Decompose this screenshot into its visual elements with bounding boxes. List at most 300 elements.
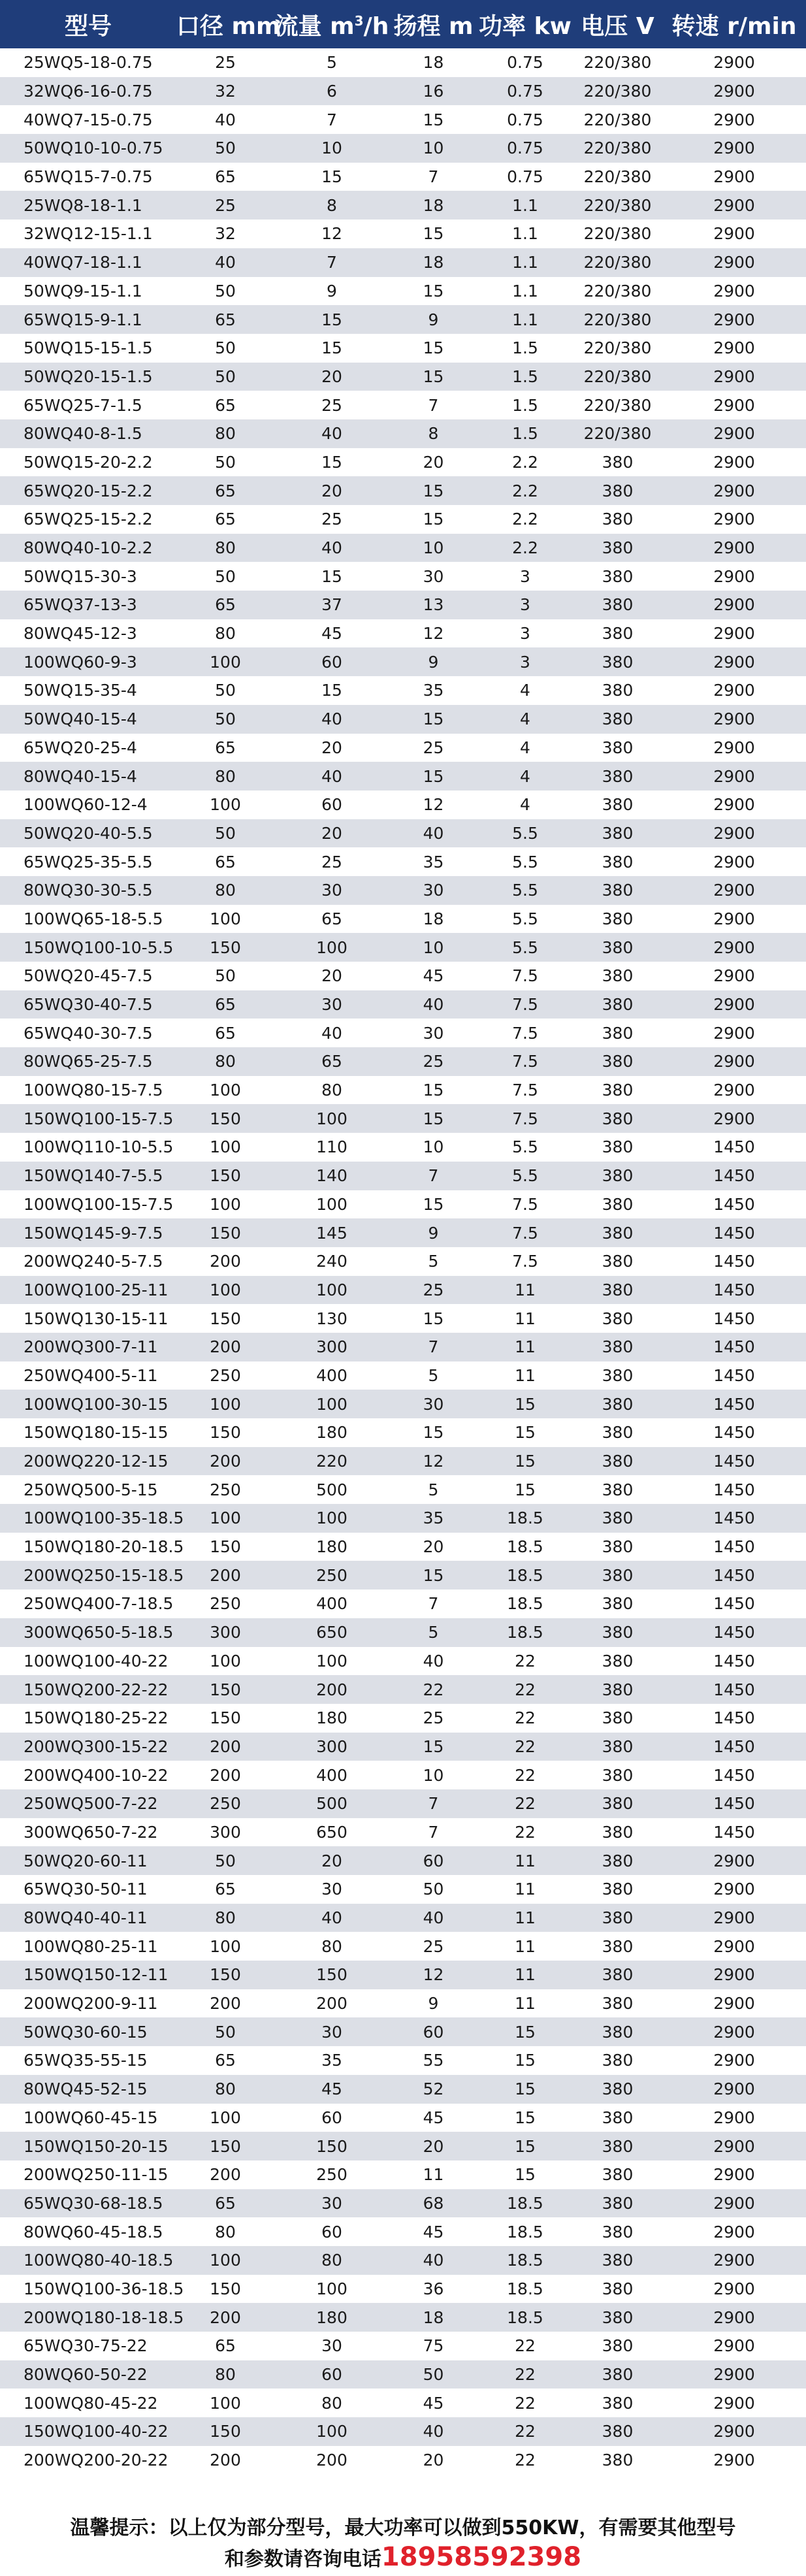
cell-model: 65WQ37-13-3	[24, 595, 137, 615]
table-row	[0, 1133, 806, 1162]
cell-head: 15	[423, 1081, 444, 1100]
cell-head: 5	[428, 1365, 439, 1385]
cell-caliber: 250	[210, 1365, 241, 1385]
cell-head: 30	[423, 881, 444, 900]
cell-model: 150WQ150-20-15	[24, 2136, 169, 2156]
cell-speed: 2900	[713, 1965, 755, 1985]
table-row	[0, 791, 806, 819]
table-row	[0, 647, 806, 676]
cell-caliber: 100	[210, 1137, 241, 1157]
cell-head: 45	[423, 2222, 444, 2242]
cell-flow: 180	[316, 1708, 347, 1728]
cell-voltage: 380	[602, 2193, 634, 2213]
cell-caliber: 65	[215, 395, 236, 415]
cell-flow: 300	[316, 1337, 347, 1357]
table-row	[0, 248, 806, 277]
cell-flow: 15	[321, 566, 342, 586]
table-row	[0, 277, 806, 306]
cell-voltage: 380	[602, 1252, 634, 1271]
cell-head: 15	[423, 481, 444, 500]
cell-caliber: 80	[215, 2079, 236, 2099]
cell-power: 5.5	[512, 1166, 538, 1186]
cell-voltage: 220/380	[583, 338, 652, 358]
header-caliber: 口径 mm	[176, 12, 281, 40]
cell-voltage: 380	[602, 1623, 634, 1642]
table-row	[0, 1561, 806, 1590]
cell-speed: 1450	[713, 1623, 755, 1642]
table-row	[0, 334, 806, 363]
cell-head: 7	[428, 1594, 439, 1614]
cell-head: 7	[428, 395, 439, 415]
cell-head: 20	[423, 452, 444, 472]
cell-head: 18	[423, 53, 444, 73]
table-row	[0, 591, 806, 619]
phone-number: 18958592398	[381, 2542, 582, 2572]
cell-model: 200WQ250-15-18.5	[24, 1565, 184, 1585]
cell-flow: 30	[321, 881, 342, 900]
cell-speed: 2900	[713, 1081, 755, 1100]
cell-flow: 80	[321, 2251, 342, 2270]
cell-power: 5.5	[512, 852, 538, 872]
table-row	[0, 2046, 806, 2075]
cell-model: 65WQ20-25-4	[24, 738, 137, 757]
cell-flow: 60	[321, 2108, 342, 2127]
table-row	[0, 905, 806, 934]
header-model: 型号	[64, 12, 112, 40]
table-row	[0, 1190, 806, 1219]
table-row	[0, 1361, 806, 1390]
table-row	[0, 505, 806, 534]
cell-caliber: 150	[210, 937, 241, 957]
table-row	[0, 363, 806, 391]
cell-flow: 25	[321, 510, 342, 529]
cell-flow: 300	[316, 1736, 347, 1756]
cell-voltage: 380	[602, 1309, 634, 1328]
cell-power: 1.5	[512, 395, 538, 415]
cell-model: 50WQ10-10-0.75	[24, 139, 163, 158]
cell-model: 50WQ30-60-15	[24, 2022, 148, 2042]
table-row	[0, 562, 806, 591]
cell-model: 150WQ180-15-15	[24, 1423, 169, 1443]
cell-flow: 80	[321, 1936, 342, 1956]
cell-voltage: 380	[602, 2422, 634, 2441]
cell-caliber: 100	[210, 2393, 241, 2413]
cell-flow: 80	[321, 2393, 342, 2413]
table-row	[0, 1647, 806, 1676]
cell-speed: 2900	[713, 1880, 755, 1899]
cell-caliber: 100	[210, 909, 241, 928]
cell-model: 25WQ8-18-1.1	[24, 195, 142, 215]
cell-speed: 2900	[713, 566, 755, 586]
cell-model: 300WQ650-7-22	[24, 1822, 158, 1842]
cell-power: 18.5	[507, 1565, 543, 1585]
cell-power: 1.5	[512, 338, 538, 358]
cell-voltage: 220/380	[583, 82, 652, 101]
cell-flow: 20	[321, 738, 342, 757]
cell-voltage: 380	[602, 852, 634, 872]
cell-caliber: 80	[215, 1052, 236, 1071]
cell-speed: 1450	[713, 1765, 755, 1785]
cell-power: 22	[515, 2422, 536, 2441]
cell-flow: 40	[321, 709, 342, 729]
footer-line2-prefix: 和参数请咨询电话	[224, 2548, 381, 2571]
cell-flow: 500	[316, 1794, 347, 1814]
cell-voltage: 380	[602, 624, 634, 644]
cell-caliber: 50	[215, 1851, 236, 1870]
cell-model: 150WQ100-10-5.5	[24, 937, 174, 957]
cell-flow: 220	[316, 1452, 347, 1471]
cell-speed: 1450	[713, 1337, 755, 1357]
cell-speed: 2900	[713, 195, 755, 215]
header-power: 功率 kw	[479, 12, 572, 40]
table-row	[0, 1789, 806, 1818]
cell-head: 75	[423, 2336, 444, 2356]
table-row	[0, 2332, 806, 2360]
cell-power: 0.75	[507, 167, 543, 187]
cell-caliber: 150	[210, 1680, 241, 1699]
cell-voltage: 220/380	[583, 310, 652, 329]
cell-flow: 8	[327, 195, 337, 215]
cell-head: 36	[423, 2279, 444, 2298]
cell-flow: 40	[321, 1023, 342, 1043]
cell-model: 80WQ40-15-4	[24, 766, 137, 786]
cell-model: 100WQ60-9-3	[24, 652, 137, 672]
cell-voltage: 380	[602, 566, 634, 586]
cell-model: 150WQ100-15-7.5	[24, 1109, 174, 1128]
cell-flow: 30	[321, 1880, 342, 1899]
cell-speed: 2900	[713, 966, 755, 986]
cell-voltage: 380	[602, 1052, 634, 1071]
cell-voltage: 380	[602, 1480, 634, 1499]
cell-power: 1.5	[512, 424, 538, 444]
cell-flow: 100	[316, 1394, 347, 1414]
cell-flow: 140	[316, 1166, 347, 1186]
cell-power: 22	[515, 1794, 536, 1814]
cell-speed: 2900	[713, 823, 755, 843]
cell-model: 150WQ200-22-22	[24, 1680, 169, 1699]
cell-model: 80WQ60-50-22	[24, 2365, 148, 2385]
cell-head: 40	[423, 1651, 444, 1671]
table-row	[0, 2246, 806, 2275]
cell-voltage: 380	[602, 1537, 634, 1557]
cell-power: 15	[515, 1394, 536, 1414]
cell-voltage: 380	[602, 538, 634, 558]
cell-speed: 2900	[713, 852, 755, 872]
cell-head: 15	[423, 766, 444, 786]
cell-power: 3	[520, 595, 530, 615]
cell-head: 40	[423, 995, 444, 1015]
cell-model: 100WQ80-40-18.5	[24, 2251, 174, 2270]
cell-power: 11	[515, 1908, 536, 1928]
cell-voltage: 220/380	[583, 224, 652, 244]
cell-voltage: 380	[602, 1880, 634, 1899]
cell-head: 15	[423, 1309, 444, 1328]
cell-voltage: 380	[602, 2165, 634, 2185]
table-row	[0, 2104, 806, 2132]
cell-flow: 145	[316, 1223, 347, 1243]
cell-power: 22	[515, 1680, 536, 1699]
cell-model: 150WQ150-12-11	[24, 1965, 169, 1985]
cell-speed: 2900	[713, 681, 755, 700]
cell-caliber: 150	[210, 1166, 241, 1186]
cell-caliber: 150	[210, 2136, 241, 2156]
cell-power: 1.1	[512, 281, 538, 301]
cell-caliber: 50	[215, 2022, 236, 2042]
cell-head: 10	[423, 1137, 444, 1157]
cell-model: 50WQ20-45-7.5	[24, 966, 153, 986]
cell-caliber: 50	[215, 966, 236, 986]
cell-caliber: 50	[215, 452, 236, 472]
cell-power: 7.5	[512, 1194, 538, 1214]
cell-caliber: 50	[215, 281, 236, 301]
cell-speed: 2900	[713, 2336, 755, 2356]
cell-caliber: 100	[210, 1280, 241, 1299]
cell-voltage: 380	[602, 2222, 634, 2242]
cell-head: 18	[423, 195, 444, 215]
cell-speed: 1450	[713, 1708, 755, 1728]
cell-voltage: 380	[602, 1822, 634, 1842]
cell-voltage: 380	[602, 1081, 634, 1100]
cell-head: 12	[423, 795, 444, 815]
cell-power: 15	[515, 1452, 536, 1471]
cell-caliber: 65	[215, 1880, 236, 1899]
cell-caliber: 40	[215, 253, 236, 272]
table-row	[0, 1989, 806, 2018]
table-row	[0, 2446, 806, 2475]
cell-flow: 20	[321, 966, 342, 986]
cell-speed: 2900	[713, 538, 755, 558]
table-row	[0, 191, 806, 220]
cell-head: 9	[428, 1994, 439, 2014]
cell-model: 250WQ500-7-22	[24, 1794, 158, 1814]
cell-head: 50	[423, 1880, 444, 1899]
cell-power: 15	[515, 2165, 536, 2185]
cell-speed: 1450	[713, 1508, 755, 1528]
cell-head: 15	[423, 1423, 444, 1443]
cell-voltage: 380	[602, 995, 634, 1015]
cell-voltage: 380	[602, 937, 634, 957]
cell-caliber: 200	[210, 1452, 241, 1471]
cell-flow: 60	[321, 2222, 342, 2242]
cell-head: 9	[428, 310, 439, 329]
cell-flow: 20	[321, 1851, 342, 1870]
cell-speed: 2900	[713, 1994, 755, 2014]
table-row	[0, 1019, 806, 1047]
cell-head: 25	[423, 1708, 444, 1728]
table-row	[0, 1818, 806, 1847]
cell-speed: 1450	[713, 1166, 755, 1186]
cell-flow: 25	[321, 395, 342, 415]
cell-head: 7	[428, 1822, 439, 1842]
cell-head: 52	[423, 2079, 444, 2099]
cell-power: 22	[515, 1765, 536, 1785]
cell-voltage: 380	[602, 1765, 634, 1785]
cell-head: 7	[428, 167, 439, 187]
cell-power: 2.2	[512, 452, 538, 472]
cell-power: 15	[515, 2022, 536, 2042]
cell-power: 5.5	[512, 937, 538, 957]
cell-voltage: 380	[602, 1908, 634, 1928]
cell-model: 200WQ200-20-22	[24, 2451, 169, 2470]
table-row	[0, 2303, 806, 2332]
cell-speed: 2900	[713, 909, 755, 928]
cell-head: 11	[423, 2165, 444, 2185]
cell-voltage: 380	[602, 1166, 634, 1186]
cell-speed: 1450	[713, 1736, 755, 1756]
cell-head: 40	[423, 2422, 444, 2441]
cell-model: 200WQ200-9-11	[24, 1994, 158, 2014]
cell-model: 50WQ15-20-2.2	[24, 452, 153, 472]
table-row	[0, 476, 806, 505]
cell-speed: 2900	[713, 1109, 755, 1128]
cell-voltage: 380	[602, 2079, 634, 2099]
cell-model: 50WQ20-15-1.5	[24, 367, 153, 386]
cell-power: 2.2	[512, 481, 538, 500]
cell-speed: 2900	[713, 1936, 755, 1956]
cell-voltage: 380	[602, 795, 634, 815]
table-row	[0, 1304, 806, 1333]
cell-caliber: 200	[210, 1736, 241, 1756]
cell-power: 5.5	[512, 909, 538, 928]
cell-speed: 2900	[713, 53, 755, 73]
cell-power: 18.5	[507, 1623, 543, 1642]
cell-flow: 45	[321, 2079, 342, 2099]
table-row	[0, 2160, 806, 2189]
cell-head: 15	[423, 1109, 444, 1128]
cell-voltage: 380	[602, 1337, 634, 1357]
cell-head: 25	[423, 1052, 444, 1071]
table-row	[0, 105, 806, 134]
cell-power: 18.5	[507, 2251, 543, 2270]
cell-speed: 1450	[713, 1594, 755, 1614]
cell-head: 18	[423, 253, 444, 272]
cell-power: 15	[515, 1480, 536, 1499]
table-row	[0, 1475, 806, 1504]
cell-speed: 2900	[713, 1023, 755, 1043]
table-row	[0, 1418, 806, 1447]
cell-power: 22	[515, 2393, 536, 2413]
cell-caliber: 200	[210, 2451, 241, 2470]
table-row	[0, 705, 806, 734]
cell-speed: 2900	[713, 738, 755, 757]
cell-voltage: 380	[602, 2393, 634, 2413]
cell-caliber: 150	[210, 1423, 241, 1443]
cell-flow: 400	[316, 1594, 347, 1614]
cell-power: 11	[515, 1994, 536, 2014]
cell-power: 0.75	[507, 139, 543, 158]
cell-voltage: 380	[602, 595, 634, 615]
cell-model: 100WQ100-40-22	[24, 1651, 169, 1671]
cell-model: 200WQ300-15-22	[24, 1736, 169, 1756]
cell-caliber: 32	[215, 224, 236, 244]
cell-flow: 400	[316, 1765, 347, 1785]
cell-flow: 15	[321, 681, 342, 700]
cell-speed: 2900	[713, 1908, 755, 1928]
cell-power: 4	[520, 681, 530, 700]
cell-voltage: 380	[602, 1423, 634, 1443]
cell-model: 65WQ30-40-7.5	[24, 995, 153, 1015]
cell-caliber: 200	[210, 2307, 241, 2327]
cell-head: 45	[423, 2108, 444, 2127]
cell-caliber: 65	[215, 738, 236, 757]
cell-model: 100WQ100-35-18.5	[24, 1508, 184, 1528]
table-row	[0, 163, 806, 191]
cell-model: 250WQ400-5-11	[24, 1365, 158, 1385]
cell-speed: 2900	[713, 2451, 755, 2470]
cell-caliber: 150	[210, 1965, 241, 1985]
cell-speed: 2900	[713, 766, 755, 786]
cell-caliber: 200	[210, 1765, 241, 1785]
cell-speed: 2900	[713, 652, 755, 672]
cell-caliber: 80	[215, 424, 236, 444]
cell-flow: 10	[321, 139, 342, 158]
cell-flow: 100	[316, 937, 347, 957]
cell-speed: 1450	[713, 1137, 755, 1157]
cell-power: 18.5	[507, 2193, 543, 2213]
cell-head: 12	[423, 1965, 444, 1985]
cell-flow: 9	[327, 281, 337, 301]
cell-head: 5	[428, 1252, 439, 1271]
cell-flow: 100	[316, 1508, 347, 1528]
cell-flow: 40	[321, 538, 342, 558]
cell-head: 15	[423, 338, 444, 358]
cell-caliber: 100	[210, 1508, 241, 1528]
cell-head: 20	[423, 1537, 444, 1557]
cell-power: 18.5	[507, 1594, 543, 1614]
cell-flow: 240	[316, 1252, 347, 1271]
cell-head: 25	[423, 1936, 444, 1956]
cell-flow: 80	[321, 1081, 342, 1100]
table-row	[0, 676, 806, 705]
table-row	[0, 734, 806, 762]
cell-voltage: 380	[602, 1452, 634, 1471]
cell-voltage: 380	[602, 2336, 634, 2356]
cell-flow: 30	[321, 2193, 342, 2213]
cell-power: 11	[515, 1365, 536, 1385]
cell-caliber: 65	[215, 510, 236, 529]
cell-power: 2.2	[512, 510, 538, 529]
cell-head: 7	[428, 1794, 439, 1814]
cell-speed: 2900	[713, 881, 755, 900]
cell-power: 15	[515, 2079, 536, 2099]
table-row	[0, 1104, 806, 1133]
table-row	[0, 1076, 806, 1105]
cell-head: 45	[423, 2393, 444, 2413]
cell-caliber: 25	[215, 53, 236, 73]
cell-power: 0.75	[507, 53, 543, 73]
cell-caliber: 150	[210, 1223, 241, 1243]
cell-speed: 1450	[713, 1651, 755, 1671]
cell-voltage: 380	[602, 966, 634, 986]
cell-head: 10	[423, 1765, 444, 1785]
cell-model: 65WQ25-35-5.5	[24, 852, 153, 872]
cell-caliber: 50	[215, 367, 236, 386]
cell-flow: 200	[316, 1680, 347, 1699]
cell-flow: 20	[321, 481, 342, 500]
cell-flow: 180	[316, 1423, 347, 1443]
table-row	[0, 1733, 806, 1761]
cell-voltage: 380	[602, 1936, 634, 1956]
cell-flow: 65	[321, 909, 342, 928]
footer-line1: 温馨提示：以上仅为部分型号，最大功率可以做到550KW，有需要其他型号	[70, 2517, 736, 2539]
cell-voltage: 380	[602, 909, 634, 928]
cell-flow: 100	[316, 1651, 347, 1671]
cell-power: 5.5	[512, 823, 538, 843]
table-row	[0, 1276, 806, 1305]
table-row	[0, 1047, 806, 1076]
cell-caliber: 65	[215, 167, 236, 187]
cell-model: 300WQ650-5-18.5	[24, 1623, 174, 1642]
